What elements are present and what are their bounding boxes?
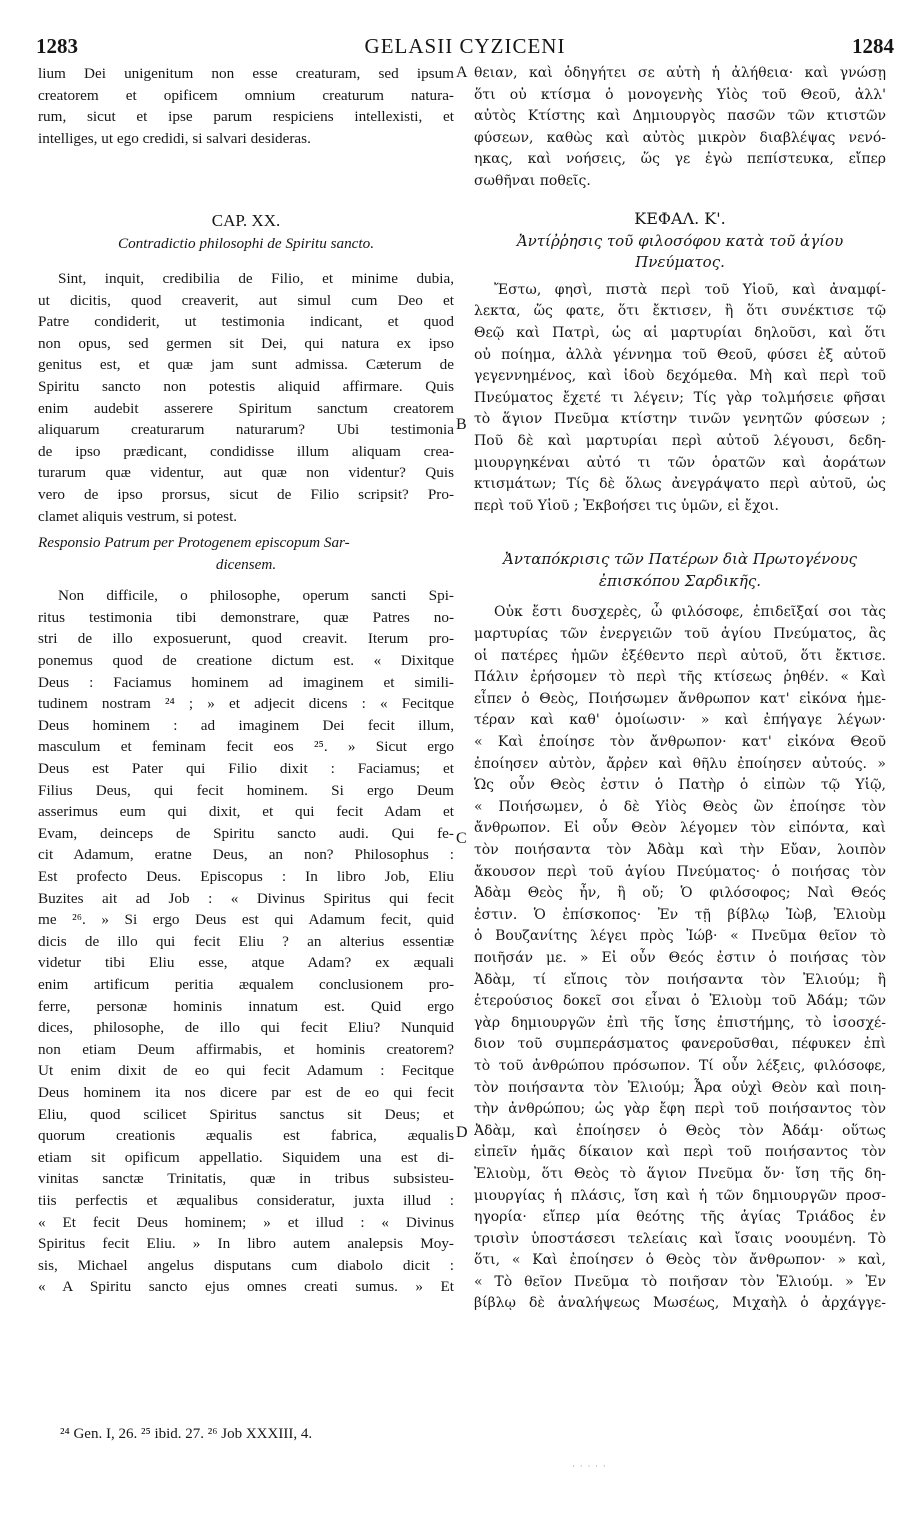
running-title: GELASII CYZICENI [364,34,566,58]
greek-para2-line: Ὡς οὖν Θεὸς ἐστιν ὁ Πατὴρ ὁ εἰπὼν τῷ Υἱῷ, [474,777,886,794]
greek-para2-line: Πάλιν ἐρήσομεν τὸ περὶ τῆς κτίσεως ῥηθέν. « Καὶ [474,669,886,686]
latin-chapter-subtitle: Contradictio philosophi de Spiritu sancto. [117,235,375,253]
latin-para2-line: Filius Deus, qui fecit hominem. Si ergo Deum [38,781,454,799]
latin-para2-line: « A Spiritu sancto ejus omnes creati sumus. » Et [38,1278,454,1296]
greek-intro-line: ηκας, καὶ νοήσεις, ὥς γε ἐγὼ πεπίστευκα, εἴπερ [474,151,886,168]
latin-para1-line: Spiritu sancto non potestis aliquid affirmare. Quis [38,377,454,395]
latin-para1-line: aliquarum creaturarum naturarum? Ubi testimonia [38,421,454,439]
greek-para2-line: οἱ πατέρες ἡμῶν ἐξέθεντο περὶ αὐτοῦ, ὅτι ἔκτισε. [474,647,886,664]
latin-para2-line: Deus hominem : ad imaginem Dei fecit illum, [38,716,454,734]
latin-para2-line: ponemus quod de creatione dictum est. « Dixitque [38,652,454,670]
latin-para2-line: cit Adamum, eratne Deus, an non? Philosophus : [38,846,454,864]
greek-para1-line: οὐ ποίημα, ἀλλὰ γέννημα τοῦ Θεοῦ, φύσει ἐξ αὐτοῦ [474,346,886,363]
latin-para2-line: Deus est Pater qui Filio dixit : Faciamus; et [38,760,454,778]
greek-para2-line: τὴν ἀνθρώπου; ὡς γὰρ ἔφη περὶ τοῦ ποιήσαντος τὸν [474,1101,886,1118]
latin-response-heading-cont: dicensem. [215,555,277,573]
latin-para2-line: Deus : Faciamus hominem ad imaginem et simili- [38,673,454,691]
greek-para2-line: εἶπεν ὁ Θεὸς, Ποιήσωμεν ἄνθρωπον κατ' εἰκόνα ἡμε- [474,690,886,707]
greek-para1-line: κτισμάτων; Τίς δὲ ὅλως ἀνεγράψατο περὶ αὐτοῦ, ὡς [474,476,886,493]
latin-para2-line: Ut enim dixit de eo qui fecit Adamum : Fecitque [38,1062,454,1080]
greek-para1-line: Ἔστω, φησὶ, πιστὰ περὶ τοῦ Υἱοῦ, καὶ ἀναμφί- [494,281,886,298]
latin-para1-line: turarum quæ videntur, aut quæ non videntur? Quis [38,464,454,482]
greek-para1-line: περὶ τοῦ Υἱοῦ ; Ἐκβοήσει τις ὑμῶν, εἰ ἔχοι. [474,497,779,514]
latin-intro-line: rum, sicut et ipse parum respiciens intellexisti, et [38,108,454,126]
greek-intro-line: ὅτι οὐ κτίσμα ὁ μονογενὴς Υἱὸς τοῦ Θεοῦ, ἀλλ' [474,86,886,103]
greek-column [474,63,886,1315]
greek-para2-line: τὸ τοῦ ἀνθρώπου πρόσωπον. Τί οὖν λέξεις, φιλόσοφε, [474,1057,886,1074]
greek-para2-line: βίβλῳ δὲ ἀναλήψεως Μωσέως, Μιχαὴλ ὁ ἀρχάγγε- [474,1295,886,1312]
greek-para1-line: τὸ ἅγιον Πνεῦμα κτίστην τινῶν γενητῶν φύσεων ; [474,411,886,428]
latin-para2-line: masculum et feminam fecit eos ²⁵. » Sicut ergo [38,738,454,756]
latin-para2-line: quorum creationis æqualis est fabrica, æqualis [38,1127,454,1145]
greek-intro-line: θειαν, καὶ ὁδηγήτει σε αὐτὴ ἡ ἀλήθεια· καὶ γνώσῃ [474,65,886,81]
latin-para1-line: enim audebit asserere Spiritum sanctum creatorem [38,399,454,417]
greek-para2-line: « Ποιήσωμεν, ὁ δὲ Υἱὸς Θεὸς ὢν ἐποίησε τὸν [474,798,886,815]
greek-chapter-subtitle: Ἀντίῤῥησις τοῦ φιλοσόφου κατὰ τοῦ ἁγίου [516,231,844,250]
latin-para2-line: Spiritus fecit Eliu. » In libro autem analepsis Moy- [38,1235,454,1253]
greek-para2-line: ἐστιν. Ὁ ἐπίσκοπος· Ἐν τῇ βίβλῳ Ἰὼβ, Ἐλιοὺμ [474,906,886,923]
latin-response-heading: Responsio Patrum per Protogenem episcopum Sar- [38,534,350,552]
latin-para2-line: sis, Michael angelus disputans cum diabolo dicit : [38,1256,454,1274]
latin-para2-line: Deus hominem ita nos dicere par est de eo qui fecit [38,1083,454,1101]
greek-para1-line: λεκτα, ὥς φατε, ὅτι ἔκτισεν, ἢ ὅτι συνέκτισε τῷ [474,303,886,320]
greek-para2-line: μιουργίας ἡ πλάσις, ἴση καὶ ἡ τῶν δημιουργῶν προσ- [474,1187,886,1204]
latin-intro-line: creatorem et opificem omnium creaturum natura- [38,86,454,104]
greek-chapter-subtitle-cont: Πνεύματος. [635,253,725,272]
margin-marker-d: D [456,1124,468,1141]
greek-para1-line: Ποῦ δὲ καὶ μαρτυρίαι περὶ αὐτοῦ λέγουσι, δεδη- [474,432,886,449]
greek-para2-line: γὰρ δημιουργῶν ἐπὶ τῆς ἴσης ἐπιστήμης, τὸ ἰσοσχέ- [474,1014,886,1031]
latin-para2-line: asserimus eum qui dixit, et qui fecit Adam et [38,803,454,821]
latin-para1-line: Sint, inquit, credibilia de Filio, et minime dubia, [58,269,454,287]
scan-mark: · · · · · [572,1462,607,1472]
greek-para2-line: ὁ Βουζανίτης λέγει πρὸς Ἰώβ· « Πνεῦμα θεῖον τὸ [474,928,886,945]
latin-para2-line: vinitas sanctæ Trinitatis, quæ in tribus subsisteu- [38,1170,454,1188]
greek-intro-line: σωθῆναι ποθεῖς. [474,172,591,189]
greek-para2-line: Ἀδὰμ, τί εἴποις τὸν ποιήσαντα τὸν Ἐλιούμ; ἢ [474,971,886,988]
latin-para2-line: ferre, personæ hominis innatum est. Quid ergo [38,997,454,1015]
latin-para1-line: Patre condiderit, ut testimonia indicant, et quod [38,313,454,331]
latin-para2-line: tudinem nostram ²⁴ ; » et adjecit dicens : « Fecitque [38,695,454,713]
greek-para1-line: Πνεύματος ἔχετέ τι λέγειν; Τίς γὰρ τολμήσειε φῆσαι [474,389,886,406]
latin-para2-line: « Et fecit Deus hominem; » et illud : « Divinus [38,1213,454,1231]
greek-para2-line: ηγορία· εἴπερ μία θεότης τῆς ἁγίας Τριάδος ἐν [474,1209,886,1226]
latin-para1-line: vero de ipso prorsus, sicut de Filio scripsit? Pro- [38,485,454,503]
greek-para2-line: ἄνθρωπον. Εἰ οὖν Θεὸν λέγομεν τὸν εἰπόντα, καὶ [474,820,886,837]
greek-para2-line: διον τοῦ συμπεράσματος φανεροῦσθαι, πέφυκεν ἐπὶ [474,1036,886,1053]
greek-intro-line: αὐτὸς Κτίστης καὶ Δημιουργὸς πασῶν τῶν κτιστῶν [474,108,886,125]
latin-para2-line: Est profecto Deus. Episcopus : In libro Job, Eliu [38,868,454,885]
greek-para2-line: « Τὸ θεῖον Πνεῦμα τὸ ποιῆσαν τὸν Ἐλιούμ. » Ἐν [474,1273,886,1290]
latin-paragraph-1 [38,268,454,527]
latin-chapter-heading: CAP. XX. [211,211,281,231]
latin-intro-line: intelliges, ut ego credidi, si salvari desideras. [38,129,311,147]
greek-paragraph-2 [474,602,886,1315]
latin-para1-line: clamet aliquis vestrum, si potest. [38,507,238,525]
latin-para2-line: tiis perfectis et æqualibus consideratur, juxta illud : [38,1191,454,1209]
latin-para1-line: non opus, sed germen sit Dei, qui natura ex ipso [38,334,454,352]
margin-marker-a: A [456,64,468,81]
greek-para2-line: Οὐκ ἔστι δυσχερὲς, ὦ φιλόσοφε, ἐπιδεῖξαί σοι τὰς [494,604,886,621]
latin-intro-line: lium Dei unigenitum non esse creaturam, sed ipsum [38,65,454,82]
greek-para1-line: μιουργηκέναι αὐτό τι τῶν ὁρατῶν καὶ ἀοράτων [474,454,886,471]
latin-para2-line: etiam sit opificum appellatio. Siquidem una est di- [38,1148,454,1166]
greek-para2-line: ποιῆσάν με. » Εἰ οὖν Θεός ἐστιν ὁ ποιήσας τὸν [474,949,886,966]
greek-para1-line: γεγεννημένος, καὶ ἰδοὺ δεχόμεθα. Μὴ καὶ περὶ τοῦ [474,368,886,385]
footnotes: ²⁴ Gen. I, 26. ²⁵ ibid. 27. ²⁶ Job XXXIII, 4. [60,1426,313,1442]
latin-para2-line: non etiam Deum affirmabis, et hominis creatorem? [38,1040,454,1058]
greek-para2-line: τέραν καὶ καθ' ὁμοίωσιν· » καὶ ἐπήγαγε λέγων· [474,712,886,729]
latin-column [38,63,454,1298]
greek-para2-line: τὸν ποιήσαντα τὸν Ἐλιούμ; Ἆρα οὐχὶ Θεὸν καὶ ποιη- [474,1079,886,1096]
greek-para1-line: Θεῷ καὶ Πατρὶ, ὡς αἱ μαρτυρίαι δηλοῦσι, καὶ ὅτι [474,324,886,341]
greek-intro [474,63,886,193]
latin-para2-line: me ²⁶. » Si ergo Deus est qui Adamum fecit, quid [38,911,454,929]
page-number-right: 1284 [852,34,894,58]
latin-para2-line: Buzites ait ad Job : « Divinus Spiritus qui fecit [38,889,454,907]
greek-para2-line: ἑτερούσιος δοκεῖ σοι εἶναι ὁ Ἐλιοὺμ τοῦ Ἀδάμ; τῶν [474,993,886,1010]
page-number-left: 1283 [36,34,78,58]
margin-marker-b: B [456,416,467,433]
greek-para2-line: μαρτυρίας τῶν ἐνεργειῶν τοῦ ἁγίου Πνεύματος, ἃς [474,626,886,643]
greek-para2-line: Ἐλιοὺμ, ὅτι Θεὸς τὸ ἅγιον Πνεῦμα ὄν· ἴση τῆς δη- [474,1165,886,1182]
latin-para2-line: Evam, deinceps de Spiritu sancto audi. Qui fe- [38,824,454,842]
latin-para2-line: dices, philosophe, de illo qui fecit Eliu? Nunquid [38,1019,454,1037]
greek-para2-line: τρισὶν ὑποστάσεσι τελείαις καὶ ἴσαις νοουμένη. Τὸ [474,1230,886,1247]
running-head [36,34,894,62]
latin-para1-line: genitus est, et quæ jam sunt admissa. Cæterum de [38,356,454,374]
latin-para2-line: ritus testimonia tibi demonstrare, quæ Patres no- [38,608,454,626]
latin-para2-line: enim artificum peritia æqualem conclusionem pro- [38,975,454,993]
greek-para2-line: εἰπεῖν ἡμᾶς δίκαιον καὶ περὶ τοῦ ποιήσαντος τὸν [474,1144,886,1161]
greek-response-heading: Ἀνταπόκρισις τῶν Πατέρων διὰ Πρωτογένους [503,550,857,569]
latin-para2-line: stri de illo exposuerunt, quod creavit. Iterum pro- [38,630,454,648]
latin-para2-line: Non difficile, o philosophe, operum sancti Spi- [58,587,454,605]
greek-para2-line: Ἀδὰμ, καὶ ἐποίησεν ὁ Θεὸς τὸν Ἀδάμ· οὕτως [474,1122,886,1139]
greek-para2-line: « Καὶ ἐποίησε τὸν ἄνθρωπον· κατ' εἰκόνα Θεοῦ [474,734,886,751]
latin-para1-line: ut dicitis, quod creaverit, aut simul cum Deo et [38,291,454,309]
latin-para2-line: videtur tibi Eliu esse, atque Adam? ex æquali [38,954,454,972]
greek-intro-line: φύσεων, καθὼς καὶ αὐτὸς μικρὸν διαβλέψας νενό- [474,129,886,146]
greek-para2-line: ὅτι, « Καὶ ἐποίησεν ὁ Θεὸς τὸν ἄνθρωπον· » καὶ, [474,1252,886,1269]
latin-intro [38,63,454,149]
greek-chapter-heading: ΚΕΦΑΛ. Κ'. [634,208,726,228]
latin-para2-line: dicis de illo qui fecit Eliu ? an alterius essentiæ [38,932,454,950]
greek-para2-line: ἄκουσον περὶ τοῦ ἁγίου Πνεύματος· ὁ ποιήσας τὸν [474,863,886,880]
greek-paragraph-1 [474,280,886,518]
greek-response-heading-cont: ἐπισκόπου Σαρδικῆς. [598,571,762,590]
latin-paragraph-2 [38,585,454,1298]
greek-para2-line: Ἀδὰμ Θεὸς ἦν, ἢ οὔ; Ὁ φιλόσοφος; Ναὶ Θεός [474,885,886,902]
latin-para2-line: Eliu, quod scilicet Spiritus sanctus sit Deus; et [38,1105,454,1123]
greek-para2-line: τὸν ποιήσαντα τὸν Ἀδὰμ καὶ τὴν Εὔαν, λοιπὸν [474,842,886,858]
latin-para1-line: de ipso prædicant, condidisse illum aliquam crea- [38,442,454,460]
greek-para2-line: ἐποίησεν αὐτὸν, ἄρῤεν καὶ θῆλυ ἐποίησεν αὐτούς. » [474,755,886,772]
margin-marker-c: C [456,830,467,847]
